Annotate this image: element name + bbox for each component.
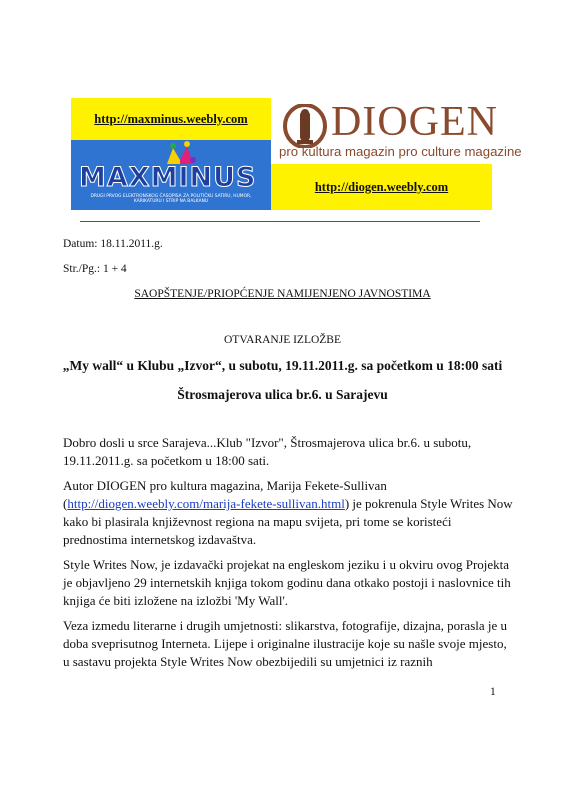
pages-line: Str./Pg.: 1 + 4 <box>63 263 127 275</box>
paragraph-arts: Veza izmedu literarne i drugih umjetnosti: slikarstva, fotografije, dizajna, porasla je u doba sveprisutnog Interneta. Lijepe i originalne ilustracije koje su našle svoje mjesto, u sastavu projekta Style Writes Now obezbijedili su umjetnici iz raznih <box>63 618 508 669</box>
paragraph-welcome: Dobro dosli u srce Sarajeva...Klub "Izvor", Štrosmajerova ulica br.6. u subotu, 19.11.2011.g. sa početkom u 18:00 sati. <box>63 435 472 468</box>
maxminus-link[interactable]: http://maxminus.weebly.com <box>94 111 248 126</box>
diogen-title: DIOGEN <box>331 99 498 145</box>
maxminus-subtitle: DRUGI PRVOG ELEKTRONSKOG ČASOPISA ZA POLITIČKU SATIRU, HUMOR, KARIKATURU I STRIP NA BALKANU <box>90 194 252 204</box>
maxminus-wordmark: MAXMINUS <box>79 162 257 193</box>
event-heading: „My wall“ u Klubu „Izvor“, u subotu, 19.11.2011.g. sa početkom u 18:00 sati <box>62 358 503 373</box>
notice-heading: SAOPŠTENJE/PRIOPĆENJE NAMIJENJENO JAVNOSTIMA <box>134 288 431 300</box>
date-line: Datum: 18.11.2011.g. <box>63 238 163 250</box>
diogen-link[interactable]: http://diogen.weebly.com <box>314 179 449 194</box>
diogen-subtitle: pro kultura magazin pro culture magazine <box>279 144 522 159</box>
paragraph-author-text-1: Autor DIOGEN pro kultura magazina, Marija Fekete-Sullivan ( <box>63 478 387 511</box>
opening-heading: OTVARANJE IZLOŽBE <box>223 334 342 346</box>
diogen-link-cell <box>271 164 492 210</box>
paragraph-project: Style Writes Now, je izdavački projekat na engleskom jeziku i u okviru ovog Projekta je objavljeno 29 internetskih knjiga tokom godinu dana otkako postoji i naslovnice tih knjiga će biti izložene na izložbi 'My Wall'. <box>63 557 511 608</box>
maxminus-logo <box>71 140 271 210</box>
address-heading: Štrosmajerova ulica br.6. u Sarajevu <box>177 387 388 402</box>
author-profile-link[interactable]: http://diogen.weebly.com/marija-fekete-sullivan.html <box>67 496 345 511</box>
header-banner <box>71 98 522 210</box>
diogen-logo <box>271 98 522 164</box>
paragraph-author <box>63 477 513 549</box>
statue-icon <box>281 104 329 148</box>
page-number: 1 <box>490 686 496 698</box>
paragraph-author-text-2: ) je pokrenula Style Writes Now kako bi plasirala književnost regiona na mapu svijeta, pri tome se koristeći prednostima internetskog izdavaštva. <box>63 496 513 547</box>
maxminus-link-cell <box>71 98 271 140</box>
header-divider <box>80 221 480 222</box>
